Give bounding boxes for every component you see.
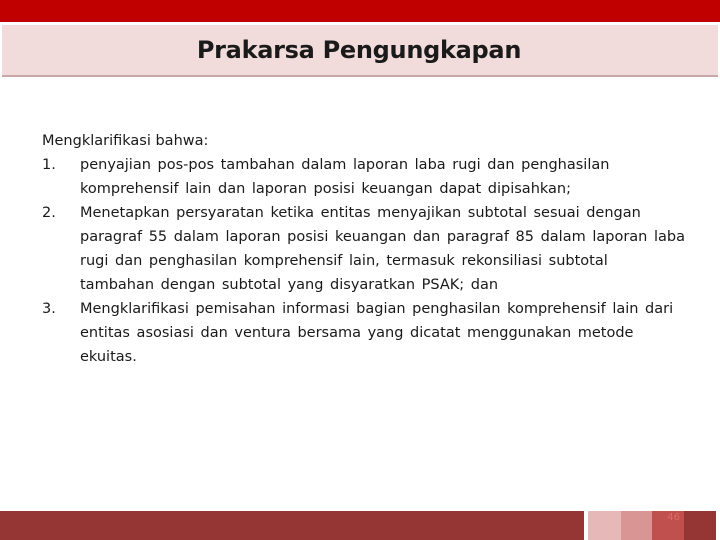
- list-item: [42, 297, 687, 369]
- footer-main-segment: [0, 511, 584, 540]
- title-band: [2, 25, 718, 77]
- top-accent-bar: [0, 0, 720, 22]
- footer-segment-dark: [684, 511, 716, 540]
- footer-bar: [0, 511, 720, 540]
- slide-body: [42, 129, 687, 369]
- intro-text: Mengklarifikasi bahwa:: [42, 133, 209, 149]
- list-item-number: 3.: [42, 301, 56, 317]
- list-item: [42, 201, 687, 297]
- list-item: [42, 153, 687, 201]
- list-item-text: penyajian pos-pos tambahan dalam laporan laba rugi dan penghasilan komprehensif lain dan laporan posisi keuangan dapat dipisahkan;: [80, 157, 610, 197]
- list-item-text: Menetapkan persyaratan ketika entitas menyajikan subtotal sesuai dengan paragraf 55 dalam laporan posisi keuangan dan paragraf 85 dalam laporan laba rugi dan penghasilan komprehensif lain, termasuk rekonsiliasi subtotal tambahan dengan subtotal yang disyaratkan PSAK; dan: [80, 205, 685, 293]
- footer-segment-accent: [652, 511, 684, 540]
- slide-title: Prakarsa Pengungkapan: [196, 36, 522, 64]
- footer-segment-light: [588, 511, 621, 540]
- numbered-list: [42, 153, 687, 369]
- list-item-text: Mengklarifikasi pemisahan informasi bagian penghasilan komprehensif lain dari entitas asosiasi dan ventura bersama yang dicatat menggunakan metode ekuitas.: [80, 301, 674, 365]
- list-item-number: 2.: [42, 205, 56, 221]
- page-number: 46: [667, 512, 680, 523]
- list-item-number: 1.: [42, 157, 56, 173]
- footer-segment-mid: [621, 511, 652, 540]
